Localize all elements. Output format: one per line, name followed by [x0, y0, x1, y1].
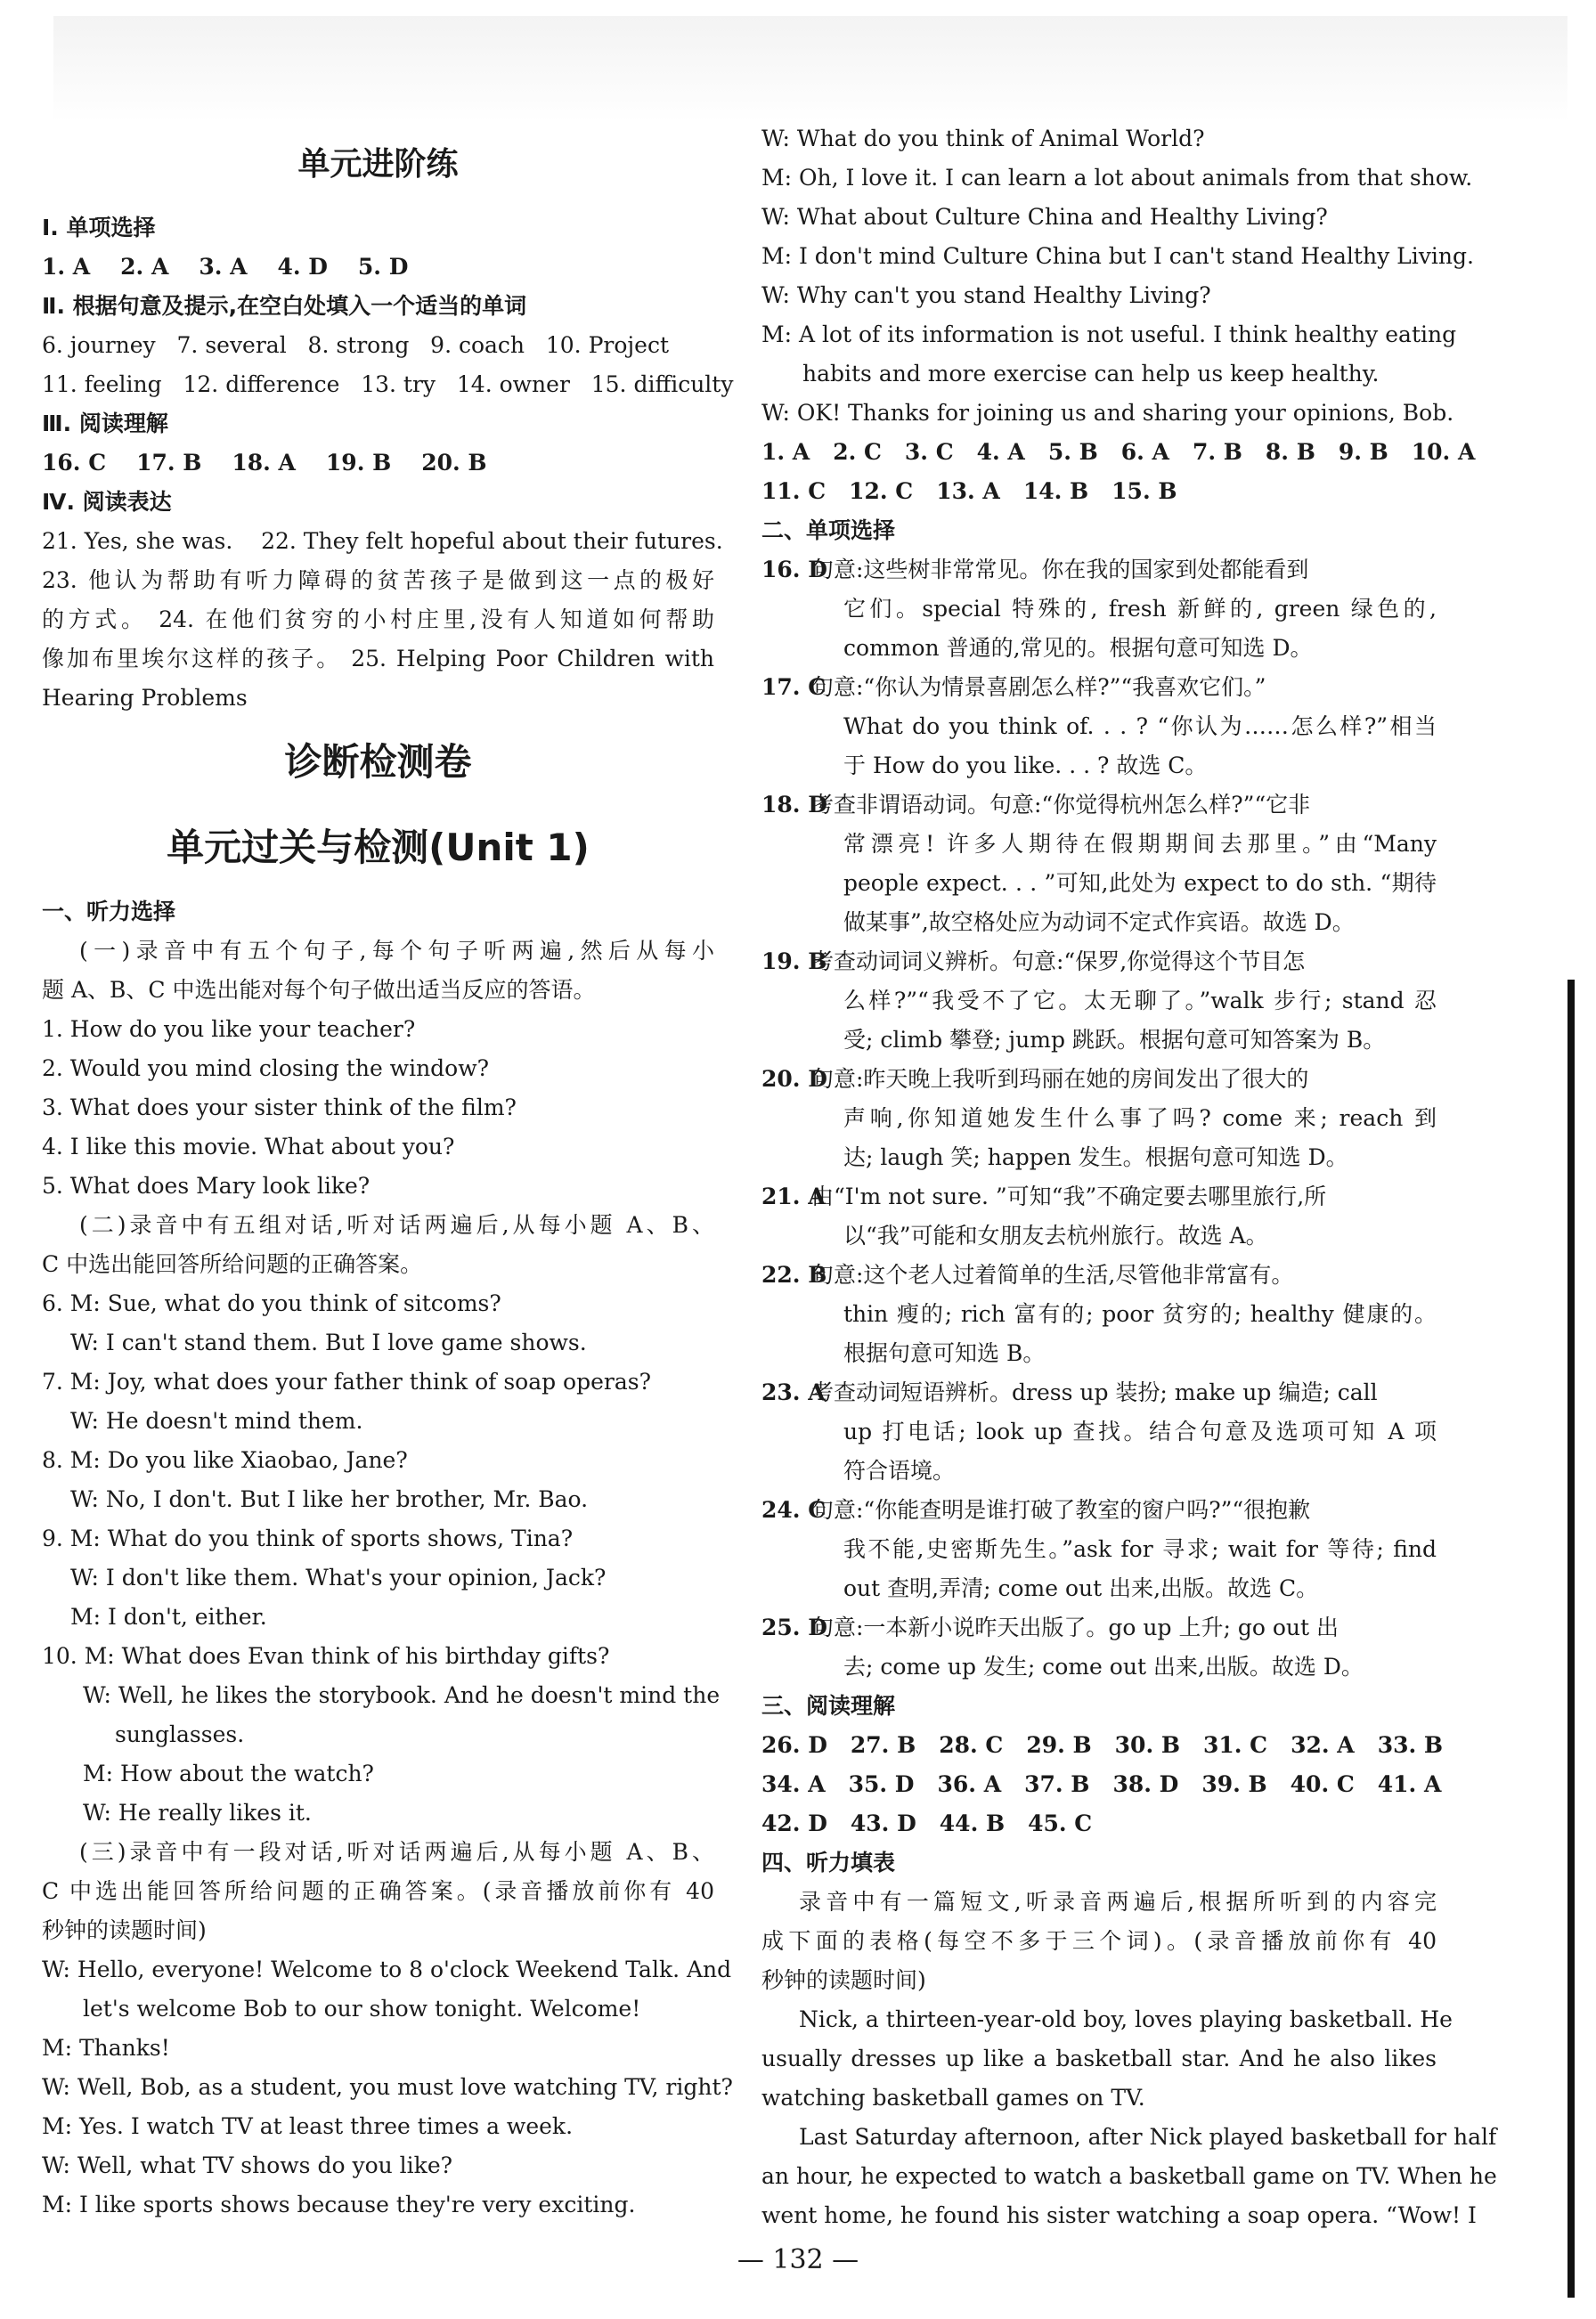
dialog-line: 9. M: What do you think of sports shows, Tina?: [42, 1526, 574, 1551]
dialog-line: 6. M: Sue, what do you think of sitcoms?: [42, 1290, 501, 1316]
answer: 30. B: [1114, 1732, 1180, 1758]
answer: 5. D: [357, 254, 409, 280]
explanation-line: 做某事”,故空格处应为动词不定式作宾语。故选 D。: [843, 909, 1355, 935]
part1-instruction: 题 A、B、C 中选出能对每个句子做出适当反应的答语。: [42, 977, 596, 1003]
part3-instruction: C 中选出能回答所给问题的正确答案。(录音播放前你有 40: [42, 1878, 714, 1904]
dialog-line: M: Thanks!: [42, 2035, 170, 2061]
answer: 27. B: [850, 1732, 916, 1758]
sec4-heading: Ⅳ. 阅读表达: [42, 489, 172, 515]
answer: 3. A: [199, 254, 248, 280]
explanation-line: common 普通的,常见的。根据句意可知选 D。: [843, 635, 1313, 661]
answer: 6. A: [1120, 439, 1169, 465]
passage-line: watching basketball games on TV.: [761, 2085, 1145, 2111]
section-title-advanced: 单元进阶练: [297, 146, 459, 183]
answer: 16. C: [42, 450, 107, 476]
answer: 8. B: [1265, 439, 1315, 465]
explanation-line: [761, 671, 1437, 704]
answer: 5. B: [1047, 439, 1098, 465]
dialog-line: W: He doesn't mind them.: [70, 1408, 363, 1434]
answer: 43. D: [850, 1810, 916, 1836]
answer: 31. C: [1202, 1732, 1268, 1758]
reading-heading: 三、阅读理解: [761, 1693, 896, 1719]
sec3-heading: Ⅲ. 阅读理解: [42, 411, 168, 436]
question-number: 23. A: [761, 1379, 826, 1405]
listening-answers: [761, 476, 1437, 508]
dialog-line: habits and more exercise can help us keep healthy.: [802, 361, 1380, 386]
answer: 11. C: [761, 478, 826, 504]
sec3-answers: [42, 447, 714, 479]
sec2-heading: Ⅱ. 根据句意及提示,在空白处填入一个适当的单词: [42, 293, 527, 319]
binding-edge: [1568, 980, 1575, 2298]
answer: 37. B: [1024, 1771, 1090, 1797]
dialog-line: let's welcome Bob to our show tonight. Welcome!: [83, 1996, 641, 2022]
answer: 39. B: [1201, 1771, 1267, 1797]
answer: 45. C: [1028, 1810, 1093, 1836]
part3-instruction: (三)录音中有一段对话,听对话两遍后,从每小题 A、B、: [79, 1839, 714, 1865]
explanation-line: 么样?”“我受不了它。太无聊了。”walk 步行; stand 忍: [843, 988, 1437, 1013]
dialog-line: M: Oh, I love it. I can learn a lot about animals from that show.: [761, 165, 1473, 191]
listening-item: 3. What does your sister think of the film?: [42, 1094, 517, 1120]
listening-item: 1. How do you like your teacher?: [42, 1016, 416, 1042]
dialog-line: 8. M: Do you like Xiaobao, Jane?: [42, 1447, 408, 1473]
page-number: — 132 —: [737, 2244, 859, 2275]
dialog-line: W: Well, he likes the storybook. And he doesn't mind the: [83, 1682, 721, 1708]
reading-answers: [761, 1769, 1442, 1801]
passage-line: an hour, he expected to watch a basketball game on TV. When he: [761, 2163, 1497, 2189]
listening-heading: 一、听力选择: [42, 899, 176, 924]
dialog-line: M: I don't mind Culture China but I can't stand Healthy Living.: [761, 243, 1474, 269]
question-number: 19. B: [761, 948, 827, 974]
answer: 35. D: [848, 1771, 915, 1797]
unit-title: 单元过关与检测(Unit 1): [167, 826, 590, 869]
sec4-line: 21. Yes, she was. 22. They felt hopeful about their futures.: [42, 528, 723, 554]
answer: 10. A: [1411, 439, 1476, 465]
explanation-text: 考查动词词义辨析。句意:“保罗,你觉得这个节目怎: [811, 948, 1306, 974]
answer: 7. B: [1192, 439, 1242, 465]
sec2-line: 11. feeling 12. difference 13. try 14. owner 15. difficulty: [42, 371, 734, 397]
scan-shade: [53, 16, 1568, 123]
question-number: 24. C: [761, 1497, 826, 1523]
dialog-line: W: Hello, everyone! Welcome to 8 o'clock Weekend Talk. And: [42, 1957, 732, 1982]
answer: 34. A: [761, 1771, 826, 1797]
explanation-line: 它们。special 特殊的, fresh 新鲜的, green 绿色的,: [843, 596, 1437, 622]
explanation-line: [761, 1494, 1437, 1526]
sec4-line: Hearing Problems: [42, 685, 248, 711]
dialog-line: W: What do you think of Animal World?: [761, 126, 1205, 151]
sec4-line: 23. 他认为帮助有听力障碍的贫苦孩子是做到这一点的极好: [42, 567, 714, 593]
answer: 33. B: [1377, 1732, 1444, 1758]
reading-answers: [761, 1729, 1444, 1762]
dialog-line: W: Well, Bob, as a student, you must love watching TV, right?: [42, 2074, 733, 2100]
explanation-line: 声响,你知道她发生什么事了吗? come 来; reach 到: [843, 1105, 1437, 1131]
dialog-line: 7. M: Joy, what does your father think of soap operas?: [42, 1369, 651, 1395]
answer: 14. B: [1022, 478, 1089, 504]
reading-answers: [761, 1808, 1437, 1840]
answer: 38. D: [1112, 1771, 1179, 1797]
dialog-line: M: A lot of its information is not useful. I think healthy eating: [761, 321, 1457, 347]
explanation-line: 根据句意可知选 B。: [843, 1340, 1046, 1366]
question-number: 16. D: [761, 557, 827, 582]
explanation-line: 我不能,史密斯先生。”ask for 寻求; wait for 等待; find: [843, 1536, 1437, 1562]
listening-answers: [761, 436, 1476, 468]
answer: 2. A: [120, 254, 169, 280]
explanation-line: 以“我”可能和女朋友去杭州旅行。故选 A。: [843, 1223, 1268, 1249]
explanation-text: 考查动词短语辨析。dress up 装扮; make up 编造; call: [811, 1379, 1378, 1405]
question-number: 20. D: [761, 1066, 827, 1092]
explanation-line: [761, 1063, 1437, 1095]
part2-instruction: (二)录音中有五组对话,听对话两遍后,从每小题 A、B、: [79, 1212, 714, 1238]
explanation-line: What do you think of. . . ? “你认为……怎么样?”相当: [843, 713, 1437, 739]
explanation-line: 受; climb 攀登; jump 跳跃。根据句意可知答案为 B。: [843, 1027, 1386, 1053]
answer: 1. A: [761, 439, 810, 465]
explanation-line: [761, 789, 1437, 821]
answer: 18. A: [232, 450, 296, 476]
dialog-line: W: I don't like them. What's your opinion, Jack?: [70, 1565, 607, 1591]
answer: 29. B: [1026, 1732, 1092, 1758]
explanation-text: 句意:“你认为情景喜剧怎么样?”“我喜欢它们。”: [811, 674, 1266, 700]
passage-line: Last Saturday afternoon, after Nick played basketball for half: [799, 2124, 1497, 2150]
explanation-line: [761, 1259, 1437, 1291]
answer: 3. C: [904, 439, 954, 465]
question-number: 22. B: [761, 1262, 827, 1288]
explanation-text: 句意:昨天晚上我听到玛丽在她的房间发出了很大的: [811, 1066, 1309, 1092]
part2-instruction: C 中选出能回答所给问题的正确答案。: [42, 1251, 423, 1277]
answer: 41. A: [1377, 1771, 1442, 1797]
answer: 28. C: [939, 1732, 1004, 1758]
explanation-line: 常漂亮! 许多人期待在假期期间去那里。”由“Many: [843, 831, 1437, 857]
explanation-text: 句意:这些树非常常见。你在我的国家到处都能看到: [811, 557, 1309, 582]
explanation-text: 句意:这个老人过着简单的生活,尽管他非常富有。: [811, 1262, 1294, 1288]
explanation-text: 考查非谓语动词。句意:“你觉得杭州怎么样?”“它非: [811, 792, 1311, 818]
answer: 17. B: [136, 450, 202, 476]
question-number: 17. C: [761, 674, 826, 700]
listening-item: 4. I like this movie. What about you?: [42, 1134, 455, 1160]
answer: 26. D: [761, 1732, 827, 1758]
fill-instruction: 录音中有一篇短文,听录音两遍后,根据所听到的内容完: [799, 1889, 1437, 1915]
explanation-line: [761, 946, 1437, 978]
answer: 20. B: [421, 450, 487, 476]
answer: 2. C: [833, 439, 882, 465]
explanation-line: 达; laugh 笑; happen 发生。根据句意可知选 D。: [843, 1144, 1348, 1170]
answer: 19. B: [325, 450, 392, 476]
answer: 15. B: [1112, 478, 1177, 504]
sec4-line: 的方式。 24. 在他们贫穷的小村庄里,没有人知道如何帮助: [42, 606, 714, 632]
explanation-line: 符合语境。: [843, 1458, 956, 1484]
fill-instruction: 成下面的表格(每空不多于三个词)。(录音播放前你有 40: [761, 1928, 1437, 1954]
sec1-heading: Ⅰ. 单项选择: [42, 215, 156, 240]
explanation-line: [761, 1377, 1437, 1409]
answer: 42. D: [761, 1810, 827, 1836]
answer: 12. C: [849, 478, 914, 504]
dialog-line: M: I like sports shows because they're very exciting.: [42, 2192, 636, 2217]
part3-instruction: 秒钟的读题时间): [42, 1917, 207, 1943]
dialog-line: W: OK! Thanks for joining us and sharing your opinions, Bob.: [761, 400, 1454, 426]
explanation-line: up 打电话; look up 查找。结合句意及选项可知 A 项: [843, 1419, 1437, 1444]
sec4-line: 像加布里埃尔这样的孩子。 25. Helping Poor Children with: [42, 646, 714, 671]
dialog-line: W: No, I don't. But I like her brother, Mr. Bao.: [70, 1486, 589, 1512]
dialog-line: sunglasses.: [115, 1721, 245, 1747]
question-number: 18. D: [761, 792, 827, 818]
passage-line: usually dresses up like a basketball star. And he also likes: [761, 2046, 1437, 2071]
dialog-line: M: How about the watch?: [83, 1761, 374, 1786]
answer: 44. B: [939, 1810, 1006, 1836]
fill-instruction: 秒钟的读题时间): [761, 1967, 926, 1993]
fill-table-heading: 四、听力填表: [761, 1850, 896, 1876]
explanation-text: 句意:一本新小说昨天出版了。go up 上升; go out 出: [811, 1615, 1339, 1640]
explanation-line: 去; come up 发生; come out 出来,出版。故选 D。: [843, 1654, 1364, 1680]
dialog-line: M: I don't, either.: [70, 1604, 267, 1630]
dialog-line: W: Well, what TV shows do you like?: [42, 2152, 453, 2178]
answer: 9. B: [1338, 439, 1388, 465]
dialog-line: W: What about Culture China and Healthy Living?: [761, 204, 1328, 230]
sec1-answers: [42, 251, 714, 283]
explanation-line: 于 How do you like. . . ? 故选 C。: [843, 753, 1208, 778]
question-number: 25. D: [761, 1615, 827, 1640]
explanation-line: [761, 554, 1437, 586]
dialog-line: W: He really likes it.: [83, 1800, 312, 1826]
answer: 36. A: [937, 1771, 1002, 1797]
part1-instruction: (一)录音中有五个句子,每个句子听两遍,然后从每小: [79, 938, 714, 964]
explanation-line: [761, 1612, 1437, 1644]
test-title: 诊断检测卷: [284, 740, 472, 784]
explanation-line: people expect. . . ”可知,此处为 expect to do sth. “期待: [843, 870, 1437, 896]
dialog-line: M: Yes. I watch TV at least three times a week.: [42, 2113, 574, 2139]
single-choice-heading: 二、单项选择: [761, 517, 896, 543]
answer: 32. A: [1291, 1732, 1355, 1758]
question-number: 21. A: [761, 1184, 826, 1209]
listening-item: 2. Would you mind closing the window?: [42, 1055, 490, 1081]
answer: 4. A: [976, 439, 1025, 465]
passage-line: Nick, a thirteen-year-old boy, loves playing basketball. He: [799, 2006, 1453, 2032]
explanation-line: [761, 1181, 1437, 1213]
explanation-text: 由“I'm not sure. ”可知“我”不确定要去哪里旅行,所: [811, 1184, 1327, 1209]
answer: 4. D: [277, 254, 328, 280]
explanation-line: thin 瘦的; rich 富有的; poor 贫穷的; healthy 健康的。: [843, 1301, 1437, 1327]
answer: 13. A: [936, 478, 1000, 504]
listening-item: 5. What does Mary look like?: [42, 1173, 370, 1199]
answer: 1. A: [42, 254, 91, 280]
dialog-line: W: Why can't you stand Healthy Living?: [761, 282, 1211, 308]
sec2-line: 6. journey 7. several 8. strong 9. coach 10. Project: [42, 332, 669, 358]
answer: 40. C: [1290, 1771, 1355, 1797]
passage-line: went home, he found his sister watching a soap opera. “Wow! I: [761, 2202, 1477, 2228]
explanation-text: 句意:“你能查明是谁打破了教室的窗户吗?”“很抱歉: [811, 1497, 1311, 1523]
dialog-line: W: I can't stand them. But I love game shows.: [70, 1330, 587, 1355]
dialog-line: 10. M: What does Evan think of his birthday gifts?: [42, 1643, 610, 1669]
explanation-line: out 查明,弄清; come out 出来,出版。故选 C。: [843, 1575, 1319, 1601]
